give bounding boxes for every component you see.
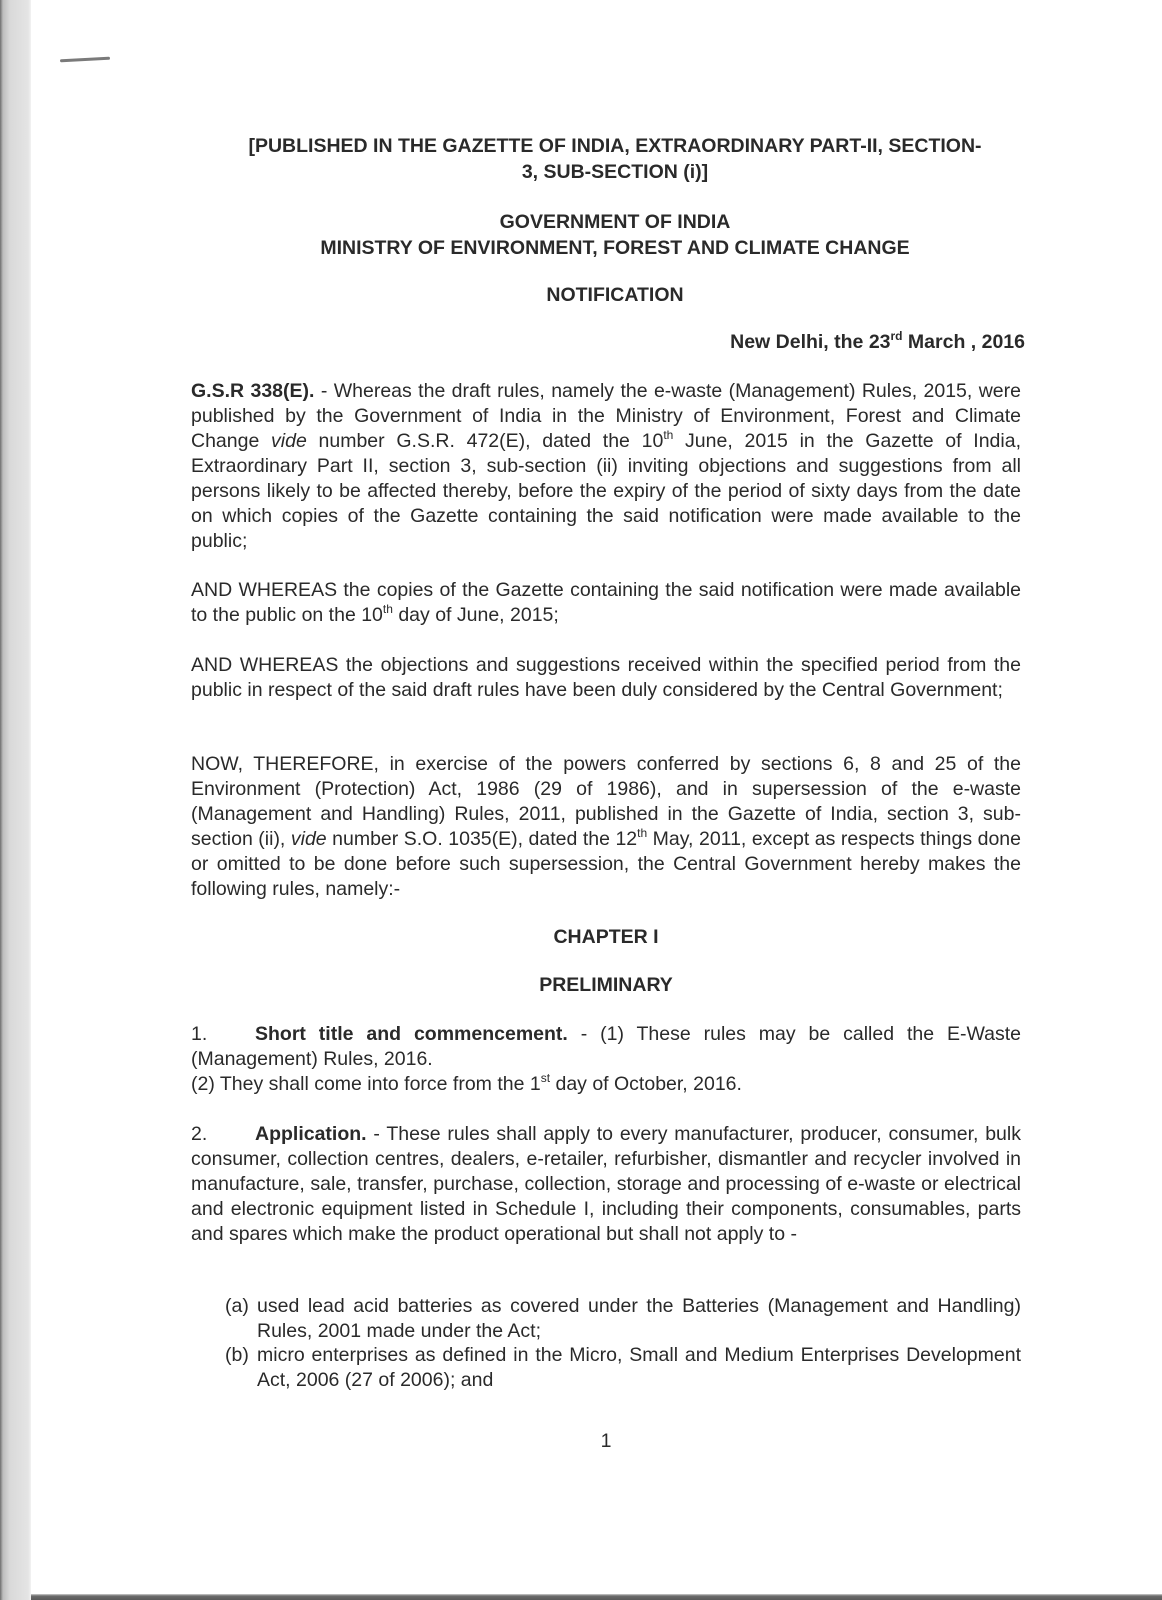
rule-1: 1. Short title and commencement. - (1) These rules may be called the E-Waste (Management) Rules, 2016. (2) They shall come into force from the 1st day of October, 2016.	[191, 1023, 1021, 1095]
publication-line-1: [PUBLISHED IN THE GAZETTE OF INDIA, EXTRAORDINARY PART-II, SECTION-	[248, 135, 982, 157]
rule-heading: Application.	[255, 1123, 367, 1145]
clause-text: used lead acid batteries as covered under the Batteries (Management and Handling) Rules, 2001 made under the Act;	[257, 1295, 1021, 1342]
page-number: 1	[600, 1430, 612, 1452]
ministry-title: MINISTRY OF ENVIRONMENT, FOREST AND CLIMATE CHANGE	[320, 237, 910, 259]
clause-a	[225, 1294, 1021, 1344]
scan-mark	[60, 57, 110, 63]
rule-2: 2. Application. - These rules shall apply to every manufacturer, producer, consumer, bulk consumer, collection centres, dealers, e-retailer, refurbisher, dismantler and recycler involved in manufacture, sale, transfer, purchase, collection, storage and processing of e-waste or electrical and electronic equipment listed in Schedule I, including their components, consumables, parts and spares which make the product operational but shall not apply to -	[191, 1123, 1021, 1245]
preamble-paragraph-3: AND WHEREAS the objections and suggestions received within the specified period from the public in respect of the said draft rules have been duly considered by the Central Government;	[191, 654, 1021, 701]
government-title: GOVERNMENT OF INDIA	[499, 211, 731, 233]
clause-text: micro enterprises as defined in the Micro, Small and Medium Enterprises Development Act, 2006 (27 of 2006); and	[257, 1344, 1021, 1391]
preamble-paragraph-4: NOW, THEREFORE, in exercise of the powers conferred by sections 6, 8 and 25 of the Environment (Protection) Act, 1986 (29 of 1986), and in supersession of the e-waste (Management and Handling) Rules, 2011, published in the Gazette of India, section 3, sub-section (ii), vide number S.O. 1035(E), dated the 12th May, 2011, except as respects things done or omitted to be done before such supersession, the Central Government hereby makes the following rules, namely:-	[191, 753, 1021, 900]
clause-b	[225, 1343, 1021, 1393]
scan-edge-left	[0, 0, 31, 1600]
gsr-number: G.S.R 338(E).	[191, 380, 315, 402]
publication-line-2: 3, SUB-SECTION (i)]	[521, 161, 709, 183]
rule-heading: Short title and commencement.	[255, 1023, 568, 1045]
chapter-subtitle: PRELIMINARY	[539, 974, 673, 996]
preamble-paragraph-1: G.S.R 338(E). - Whereas the draft rules, namely the e-waste (Management) Rules, 2015, were published by the Government of India in the Ministry of Environment, Forest and Climate Change vide number G.S.R. 472(E), dated the 10th June, 2015 in the Gazette of India, Extraordinary Part II, section 3, sub-section (ii) inviting objections and suggestions from all persons likely to be affected thereby, before the expiry of the period of sixty days from the date on which copies of the Gazette containing the said notification were made available to the public;	[191, 380, 1021, 552]
rule-number: 2.	[191, 1123, 208, 1145]
publication-heading	[191, 133, 1039, 185]
clause-label: (a)	[225, 1295, 249, 1317]
authority-heading	[191, 209, 1039, 261]
scan-edge-bottom	[31, 1594, 1162, 1600]
rule-number: 1.	[191, 1023, 208, 1045]
dateline: New Delhi, the 23rd March , 2016	[730, 329, 1025, 353]
clause-label: (b)	[225, 1344, 249, 1366]
doc-type-title: NOTIFICATION	[546, 284, 684, 306]
chapter-title: CHAPTER I	[553, 926, 659, 948]
preamble-paragraph-2: AND WHEREAS the copies of the Gazette containing the said notification were made available to the public on the 10th day of June, 2015;	[191, 579, 1021, 626]
